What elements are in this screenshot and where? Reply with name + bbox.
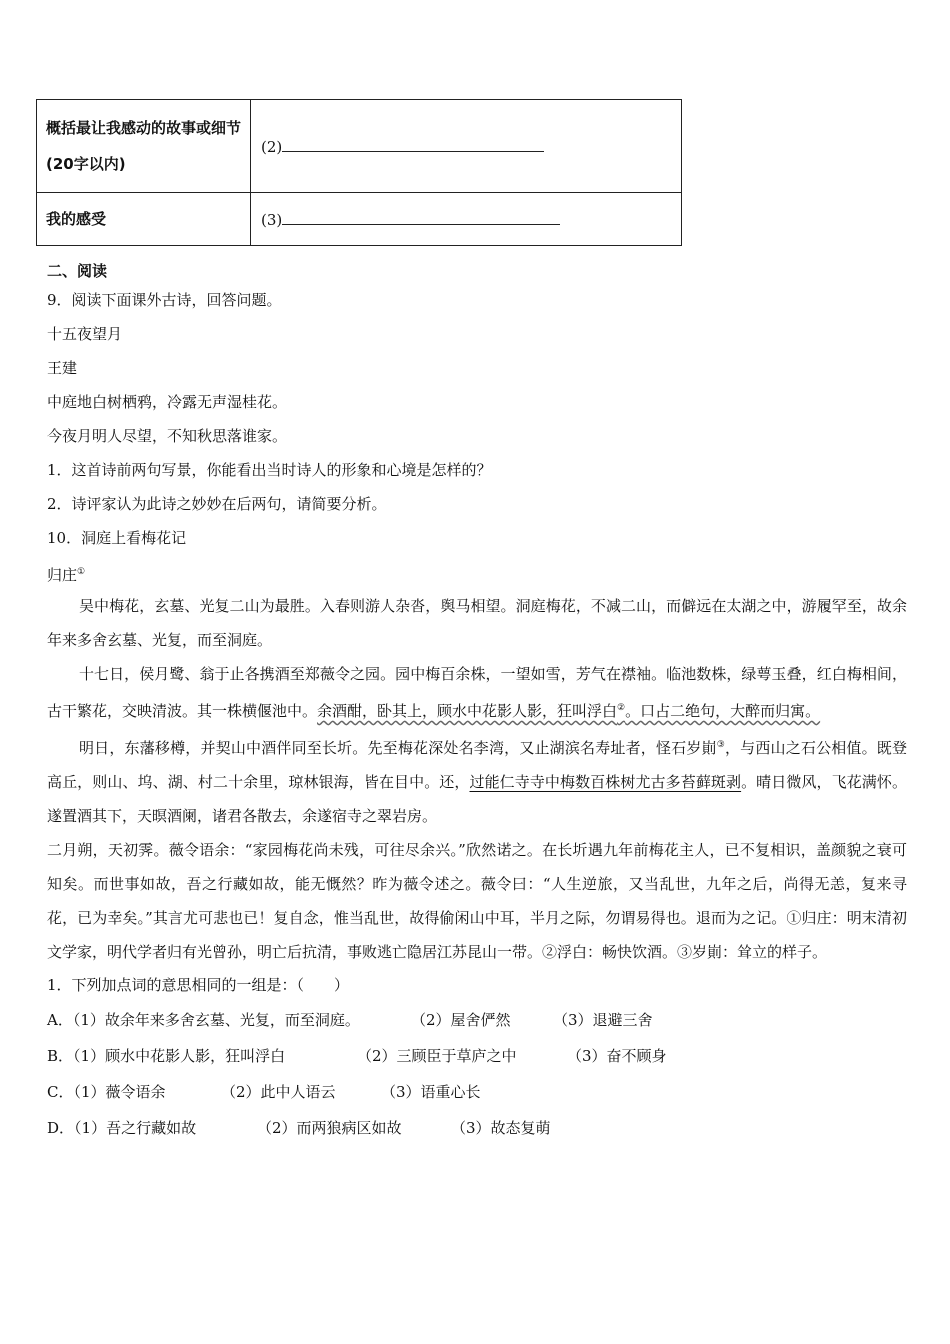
option-part: （2）而两狼病区如故 xyxy=(257,1119,402,1137)
wavy-text: 余酒酣，卧其上，顾水中花影人影，狂叫浮白 xyxy=(317,702,618,720)
option-d[interactable] xyxy=(47,1110,907,1146)
answer-number: (2) xyxy=(261,137,283,156)
poem-title: 十五夜望月 xyxy=(47,325,123,343)
table-label-story: 概括最让我感动的故事或细节(20字以内) xyxy=(37,100,251,193)
answer-blank-2[interactable] xyxy=(282,137,544,152)
essay-paragraph-4: 二月朔，天初霁。薇令语余：“家园梅花尚未残，可往尽余兴。”欣然诺之。在长圻遇九年前梅花主人，已不复相识，盖颜貌之衰可知矣。而世事如故，吾之行藏如故，能无慨然？昨为薇令述之。薇令曰：“人生逆旅，又当乱世，九年之后，尚得无恙，复来寻花，已为幸矣。”其言尤可悲也已！复自念，惟当乱世，故得偷闲山中耳，半月之际，勿谓易得也。退而为之记。①归庄：明末清初文学家，明代学者归有光曾孙，明亡后抗清，事败逃亡隐居江苏昆山一带。②浮白：畅快饮酒。③岁崱：耸立的样子。 xyxy=(47,841,907,961)
poem-author: 王建 xyxy=(47,359,78,377)
section-title: 二、阅读 xyxy=(47,262,108,280)
option-part: （2）屋舍俨然 xyxy=(411,1011,511,1029)
option-part: （3）故态复萌 xyxy=(451,1119,551,1137)
footnote-mark: ① xyxy=(77,567,86,577)
paragraph-text: 。晴日微风，飞花满怀。遂置酒其下，天暝酒阑，诸君各散去，余遂宿寺之翠岩房。 xyxy=(47,773,907,825)
option-part: （3）语重心长 xyxy=(381,1083,481,1101)
wavy-underlined-text xyxy=(317,702,820,720)
underlined-sentence: 过能仁寺寺中梅数百株树尤古多苔藓斑剥 xyxy=(469,773,742,791)
reading-section xyxy=(47,258,907,1146)
q10-intro: 10．洞庭上看梅花记 xyxy=(47,529,187,547)
footnote-mark: ② xyxy=(617,703,626,713)
answer-number: (3) xyxy=(261,210,283,229)
q9-sub-2: 2．诗评家认为此诗之妙妙在后两句，请简要分析。 xyxy=(47,495,387,513)
option-part: A．（1）故余年来多舍玄墓、光复，而至洞庭。 xyxy=(47,1011,360,1029)
option-part: （3）退避三舍 xyxy=(553,1011,653,1029)
essay-paragraph-2 xyxy=(47,657,907,728)
poem-line-2: 今夜月明人尽望，不知秋思落谁家。 xyxy=(47,427,288,445)
essay-author-name: 归庄 xyxy=(47,566,78,584)
paragraph-text: 明日，东藩移樽，并契山中酒伴同至长圻。先至梅花深处名李湾，又止湖滨名寿址者，怪石岁崱 xyxy=(79,739,717,757)
summary-table xyxy=(36,99,682,246)
table-label-feeling: 我的感受 xyxy=(37,193,251,246)
essay-paragraph-1: 吴中梅花，玄墓、光复二山为最胜。入春则游人杂沓，舆马相望。洞庭梅花，不减二山，而僻远在太湖之中，游履罕至，故余年来多舍玄墓、光复，而至洞庭。 xyxy=(47,597,907,649)
option-part: （2）此中人语云 xyxy=(221,1083,336,1101)
q10-sub-1: 1．下列加点词的意思相同的一组是：（ ） xyxy=(47,976,350,994)
option-part: D．（1）吾之行藏如故 xyxy=(47,1119,197,1137)
option-c[interactable] xyxy=(47,1074,907,1110)
option-part: （2）三顾臣于草庐之中 xyxy=(357,1047,517,1065)
option-part: B．（1）顾水中花影人影，狂叫浮白 xyxy=(47,1047,286,1065)
poem-line-1: 中庭地白树栖鸦，冷露无声湿桂花。 xyxy=(47,393,288,411)
footnote-mark: ③ xyxy=(716,740,725,750)
table-answer-2[interactable] xyxy=(251,100,682,193)
paragraph-text: 十七日，侯月鹭、翁于止各携酒至郑薇令之园。园中梅百余株，一望如雪，芳气在襟袖。临池数株，绿萼玉叠，红白梅相间，古干繁花，交映清波。其一株横偃池中。 xyxy=(47,665,907,720)
option-a[interactable] xyxy=(47,1002,907,1038)
table-row xyxy=(37,193,682,246)
q9-intro: 9．阅读下面课外古诗，回答问题。 xyxy=(47,291,282,309)
table-row xyxy=(37,100,682,193)
paragraph-text: ，与西山之石公相值。既登高丘，则山、坞、湖、村二十余里，琼林银海，皆在目中。还， xyxy=(47,739,907,791)
option-part: C．（1）薇令语余 xyxy=(47,1083,166,1101)
essay-paragraph-3 xyxy=(47,728,907,833)
option-part: （3）奋不顾身 xyxy=(567,1047,667,1065)
table-answer-3[interactable] xyxy=(251,193,682,246)
answer-blank-3[interactable] xyxy=(282,210,560,225)
essay-author xyxy=(47,555,907,589)
option-b[interactable] xyxy=(47,1038,907,1074)
q9-sub-1: 1．这首诗前两句写景，你能看出当时诗人的形象和心境是怎样的？ xyxy=(47,461,492,479)
wavy-text: 。口占二绝句，大醉而归寓。 xyxy=(625,702,821,720)
